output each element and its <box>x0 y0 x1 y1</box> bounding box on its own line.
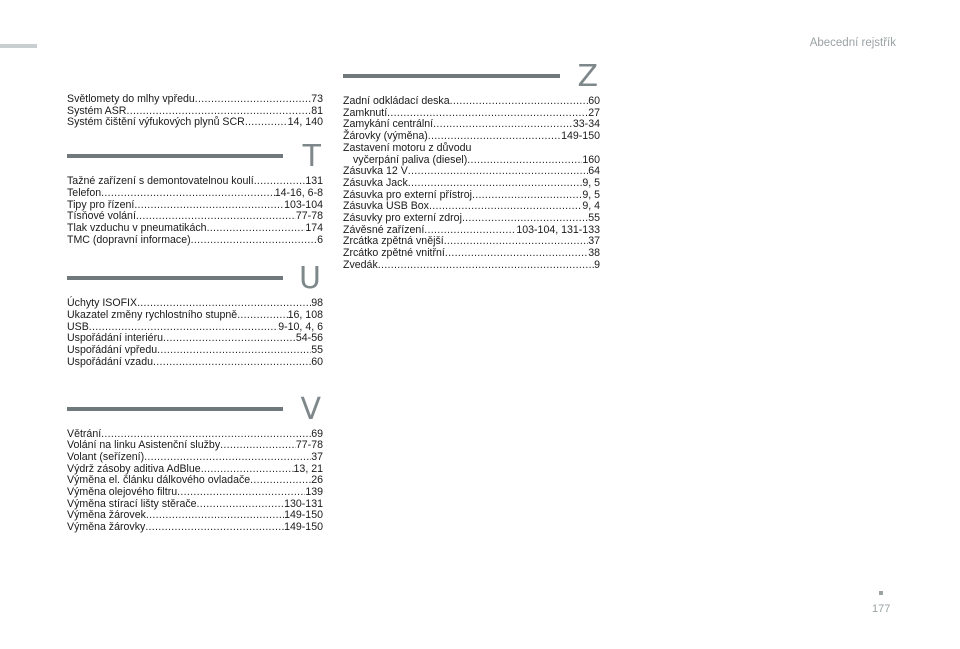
dot-leader <box>444 236 589 248</box>
index-entry-pages: 26 <box>311 474 323 487</box>
dot-leader <box>207 223 306 235</box>
section-letter: T <box>302 139 321 175</box>
index-entry-pages: 77-78 <box>295 210 323 223</box>
index-entry-term: Tipy pro řízení <box>67 198 135 211</box>
index-entry-term: Zastavení motoru z důvodu <box>343 141 472 154</box>
section-rule <box>67 276 283 280</box>
index-entry-pages: 64 <box>588 165 600 178</box>
index-entry-term: Světlomety do mlhy vpředu <box>67 93 195 105</box>
index-entry-pages: 174 <box>305 221 323 234</box>
dot-leader <box>408 166 588 178</box>
index-entry-pages: 37 <box>588 235 600 248</box>
index-entry <box>343 96 600 108</box>
index-entry-term: Systém ASR <box>67 104 127 117</box>
index-entry-term: Volant (seřízení) <box>67 450 145 463</box>
index-entry-term: Ukazatel změny rychlostního stupně <box>67 309 238 322</box>
section-heading <box>67 139 323 176</box>
index-entry-term: Systém čištění výfukových plynů SCR <box>67 116 245 129</box>
index-entry-term: Výměna žárovek <box>67 509 146 522</box>
index-entry-pages: 131 <box>305 175 323 188</box>
dot-leader <box>467 155 582 167</box>
index-entry <box>67 94 323 106</box>
section-rule <box>67 154 283 158</box>
dot-leader <box>197 499 285 511</box>
index-entry-term: Výměna stírací lišty stěrače <box>67 497 197 510</box>
index-entry-pages: 16, 108 <box>287 309 323 322</box>
dot-leader <box>177 487 305 499</box>
index-entry-term: Volání na linku Asistenční služby <box>67 439 221 452</box>
dot-leader <box>144 452 311 464</box>
index-entry-term: Zásuvka 12 V <box>343 165 408 178</box>
index-entry-term: Zamykání centrální <box>343 118 434 131</box>
index-entry-term: TMC (dopravní informace) <box>67 233 191 246</box>
dot-leader <box>101 188 275 200</box>
index-entry-term: Výdrž zásoby aditiva AdBlue <box>67 462 201 475</box>
index-entry-pages: 6 <box>317 233 323 246</box>
index-entry-pages: 103-104 <box>284 198 323 211</box>
section-letter: Z <box>577 59 598 94</box>
dot-leader <box>163 333 296 345</box>
index-entry-term: Uspořádání vzadu <box>67 355 153 368</box>
index-entry-term: Větrání <box>67 427 102 440</box>
index-entry-term: Tísňové volání <box>67 210 136 223</box>
page-marker-dot <box>879 591 883 595</box>
index-entry-pages: 9-10, 4, 6 <box>278 320 323 333</box>
index-entry <box>343 178 600 190</box>
dot-leader <box>433 119 573 131</box>
header-accent-bar <box>0 44 37 48</box>
index-entry-term: Zásuvka pro externí přístroj <box>343 188 472 201</box>
index-entry-pages: 14, 140 <box>287 116 323 129</box>
index-entry-pages: 54-56 <box>295 332 323 345</box>
index-entry-pages: 55 <box>311 344 323 357</box>
index-entry <box>343 143 600 155</box>
index-entry-term: Zvedák <box>343 258 378 271</box>
index-entry-pages: 73 <box>311 93 323 105</box>
index-entry-term: Zadní odkládací deska <box>343 95 450 107</box>
index-entry-pages: 69 <box>311 427 323 440</box>
dot-leader <box>450 96 589 108</box>
index-entry-term: Výměna olejového filtru <box>67 486 178 499</box>
index-entry <box>67 487 323 499</box>
index-entry-pages: 60 <box>588 95 600 107</box>
index-entry-pages: 9, 4 <box>582 200 600 213</box>
dot-leader <box>146 510 284 522</box>
index-entry <box>343 213 600 225</box>
section-letter: U <box>299 261 321 297</box>
index-entry-term: Zrcátko zpětné vnitřní <box>343 247 445 260</box>
index-entry <box>343 260 600 272</box>
index-entry-pages: 9, 5 <box>582 188 600 201</box>
index-entry-pages: 55 <box>588 212 600 225</box>
section-letter: V <box>300 391 321 427</box>
index-entry-pages: 38 <box>588 247 600 260</box>
index-entry-term: Uspořádání vpředu <box>67 344 158 357</box>
dot-leader <box>445 248 588 260</box>
dot-leader <box>191 235 317 247</box>
dot-leader <box>378 260 594 272</box>
dot-leader <box>472 190 582 202</box>
index-entry-term: Závěsné zařízení <box>343 223 425 236</box>
index-entry-term: Zásuvky pro externí zdroj <box>343 212 462 225</box>
index-entry-pages: 103-104, 131-133 <box>516 223 600 236</box>
dot-leader <box>157 345 311 357</box>
index-entry-pages: 9 <box>594 258 600 271</box>
index-entry <box>67 310 323 322</box>
index-entry-pages: 13, 21 <box>293 462 323 475</box>
dot-leader <box>134 200 284 212</box>
dot-leader <box>462 213 588 225</box>
index-entry-pages: 139 <box>305 486 323 499</box>
index-entry-term: Žárovky (výměna) <box>343 130 428 143</box>
index-entry-term: Výměna žárovky <box>67 521 146 534</box>
index-entry <box>343 248 600 260</box>
section-heading <box>67 261 323 298</box>
index-entry-term: vyčerpání paliva (diesel) <box>353 153 468 166</box>
index-entry <box>67 188 323 200</box>
index-entry-pages: 149-150 <box>284 509 323 522</box>
index-entry-pages: 60 <box>311 355 323 368</box>
index-entry-term: Telefon <box>67 186 102 199</box>
dot-leader <box>408 178 583 190</box>
index-entry-term: Výměna el. článku dálkového ovladače <box>67 474 251 487</box>
index-entry <box>67 522 323 534</box>
dot-leader <box>153 357 311 369</box>
index-entry-term: Zásuvka USB Box <box>343 200 429 213</box>
dot-leader <box>220 440 296 452</box>
index-entry <box>67 357 323 369</box>
index-entry-term: Úchyty ISOFIX <box>67 297 138 310</box>
index-entry-term: Uspořádání interiéru <box>67 332 163 345</box>
section-rule <box>67 407 283 411</box>
index-entry-pages: 33-34 <box>572 118 600 131</box>
dot-leader <box>245 117 288 129</box>
dot-leader <box>145 522 284 534</box>
index-entry-pages: 9, 5 <box>582 176 600 189</box>
index-column-left <box>67 94 323 534</box>
index-entry <box>67 235 323 247</box>
index-entry-pages: 37 <box>311 450 323 463</box>
index-entry-term: USB <box>67 320 89 333</box>
section-heading <box>67 391 323 429</box>
index-entry-term: Zamknutí <box>343 106 388 119</box>
index-entry-pages: 149-150 <box>561 130 600 143</box>
index-entry-pages: 77-78 <box>295 439 323 452</box>
index-entry-term: Zásuvka Jack <box>343 176 408 189</box>
dot-leader <box>237 310 287 322</box>
index-entry-pages: 130-131 <box>284 497 323 510</box>
index-entry-term: Tlak vzduchu v pneumatikách <box>67 221 207 234</box>
section-rule <box>343 74 560 78</box>
section-heading <box>343 59 600 96</box>
dot-leader <box>195 94 311 106</box>
index-entry-pages: 149-150 <box>284 521 323 534</box>
index-entry-pages: 81 <box>311 104 323 117</box>
index-entry-pages: 160 <box>582 153 600 166</box>
index-column-right <box>343 59 600 272</box>
index-entry <box>67 223 323 235</box>
index-entry-pages: 14-16, 6-8 <box>274 186 323 199</box>
page-header-title: Abecední rejstřík <box>809 37 896 49</box>
index-entry-pages: 27 <box>588 106 600 119</box>
index-entry-term: Zrcátka zpětná vnější <box>343 235 444 248</box>
index-entry-term: Tažné zařízení s demontovatelnou koulí <box>67 175 254 188</box>
dot-leader <box>250 475 311 487</box>
index-entry <box>67 452 323 464</box>
index-entry-pages: 98 <box>311 297 323 310</box>
page-number: 177 <box>872 603 891 615</box>
index-entry <box>67 117 323 129</box>
